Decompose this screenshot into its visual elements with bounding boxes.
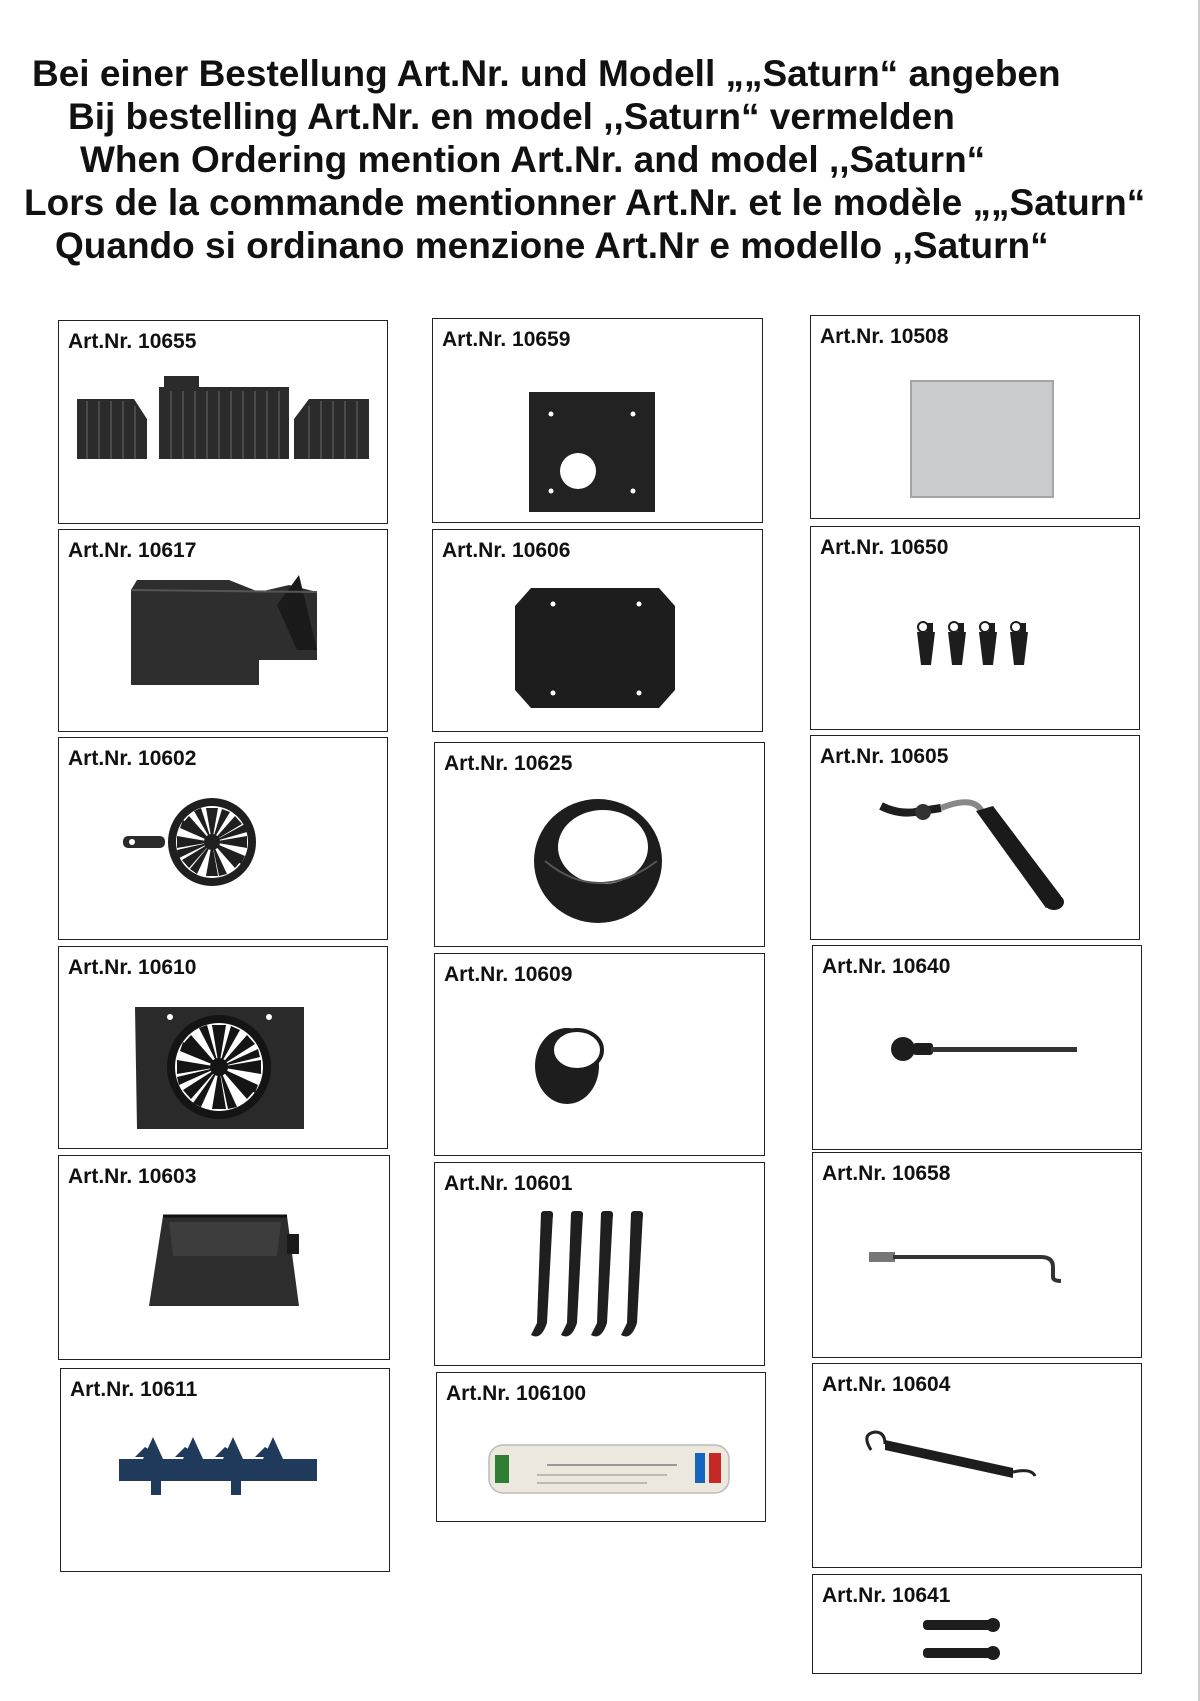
part-card-10658 — [812, 1152, 1142, 1358]
part-number: Art.Nr. 10603 — [68, 1165, 197, 1188]
part-card-10650 — [810, 526, 1140, 730]
instruction-dutch: Bij bestelling Art.Nr. en model ,,Saturn“ vermelden — [68, 96, 955, 137]
part-number: Art.Nr. 10604 — [822, 1373, 951, 1396]
part-number: Art.Nr. 10650 — [820, 536, 949, 559]
part-card-10609 — [434, 953, 765, 1156]
part-number: Art.Nr. 10606 — [442, 539, 571, 562]
part-number: Art.Nr. 10601 — [444, 1172, 573, 1195]
small-flue-collar-image — [435, 954, 766, 1157]
large-flue-collar-image — [435, 743, 766, 948]
part-number: Art.Nr. 10605 — [820, 745, 949, 768]
instruction-german: Bei einer Bestellung Art.Nr. und Modell „„Saturn“ angeben — [32, 53, 1061, 94]
square-plate-with-hole-image — [433, 319, 764, 524]
sealant-tube-image — [437, 1373, 767, 1523]
part-number: Art.Nr. 10658 — [822, 1162, 951, 1185]
octagonal-plate-image — [433, 530, 764, 733]
part-number: Art.Nr. 10610 — [68, 956, 197, 979]
handle-image — [811, 736, 1141, 941]
part-card-10617 — [58, 529, 388, 732]
part-card-10625 — [434, 742, 765, 947]
part-card-10611 — [60, 1368, 390, 1572]
part-card-10655 — [58, 320, 388, 524]
part-number: Art.Nr. 10625 — [444, 752, 573, 775]
grate-bars-image — [435, 1163, 766, 1367]
part-number: Art.Nr. 106100 — [446, 1382, 587, 1405]
part-card-10602 — [58, 737, 388, 940]
part-number: Art.Nr. 10611 — [70, 1378, 198, 1401]
baffle-plate-image — [59, 530, 389, 733]
hook-rod-image — [813, 1153, 1143, 1359]
instruction-french: Lors de la commande mentionner Art.Nr. et le modèle „„Saturn“ — [24, 182, 1146, 223]
part-number: Art.Nr. 10659 — [442, 328, 571, 351]
fire-bricks-image — [59, 321, 389, 525]
clips-image — [811, 527, 1141, 731]
part-number: Art.Nr. 10508 — [820, 325, 949, 348]
part-number: Art.Nr. 10655 — [68, 330, 197, 353]
part-card-106100 — [436, 1372, 766, 1522]
part-number: Art.Nr. 10641 — [822, 1584, 951, 1607]
part-card-10640 — [812, 945, 1142, 1150]
part-card-10606 — [432, 529, 763, 732]
part-number: Art.Nr. 10609 — [444, 963, 573, 986]
ash-pan-image — [59, 1156, 391, 1361]
part-card-10610 — [58, 946, 388, 1149]
part-number: Art.Nr. 10640 — [822, 955, 951, 978]
spring-image — [813, 1364, 1143, 1569]
glass-pane-image — [811, 316, 1141, 520]
part-card-10605 — [810, 735, 1140, 940]
instruction-italian: Quando si ordinano menzione Art.Nr e modello ,,Saturn“ — [55, 225, 1049, 266]
part-number: Art.Nr. 10602 — [68, 747, 197, 770]
part-card-10659 — [432, 318, 763, 523]
part-card-10603 — [58, 1155, 390, 1360]
instruction-english: When Ordering mention Art.Nr. and model ,,Saturn“ — [80, 139, 986, 180]
grate-comb-image — [61, 1369, 391, 1573]
part-number: Art.Nr. 10617 — [68, 539, 197, 562]
part-card-10508 — [810, 315, 1140, 519]
part-card-10641 — [812, 1574, 1142, 1674]
part-card-10604 — [812, 1363, 1142, 1568]
rod-knob-image — [813, 946, 1143, 1151]
pins-image — [813, 1575, 1143, 1675]
air-regulator-disc-image — [59, 738, 389, 941]
regulator-plate-image — [59, 947, 389, 1150]
part-card-10601 — [434, 1162, 765, 1366]
